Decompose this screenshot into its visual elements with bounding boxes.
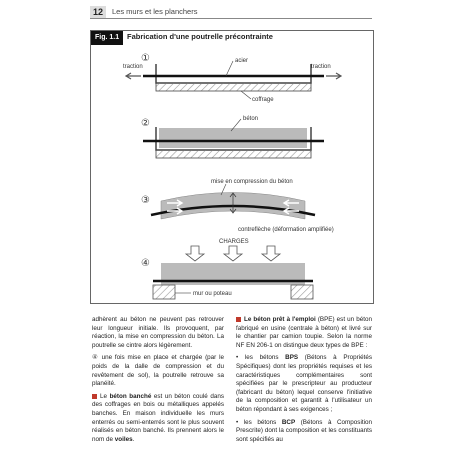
step-2-marker: ② [141, 118, 150, 129]
traction-left-arrow [126, 73, 141, 79]
load-arrow-1 [186, 246, 204, 261]
chapter-title: Les murs et les planchers [112, 7, 198, 16]
prestressed-beam-diagram [91, 31, 373, 303]
support-left [153, 285, 175, 299]
figure-box [90, 30, 374, 304]
compression-label: mise en compression du béton [211, 179, 293, 185]
term-beton-banche: béton banché [109, 392, 152, 400]
left-paragraph-3: Le béton banché est un béton coulé dans des coffrages en bois ou métalliques appelés banches. En maison individuelle les murs enterrés ou semi-enterrés sont le plus souvent réalisés en béton banché. Ils prennent alors le nom de voiles. [92, 392, 224, 443]
charges-label: CHARGES [219, 239, 249, 245]
formwork-base-hatch-1 [156, 83, 311, 91]
step-3-marker: ③ [141, 195, 150, 206]
mur-ou-poteau-label: mur ou poteau [193, 291, 232, 297]
contrefleche-label: contreflèche (déformation amplifiée) [238, 227, 334, 233]
beton-label: béton [243, 116, 259, 122]
red-square-icon [92, 394, 97, 399]
traction-right-label: traction [311, 64, 331, 70]
traction-left-label: traction [123, 64, 143, 70]
load-arrow-3 [262, 246, 280, 261]
left-paragraph-2: ④ une fois mise en place et chargée (par le poids de la dalle de compression et du revêtement de sol), la poutrelle retrouve sa planéité. [92, 354, 224, 388]
right-bullet-bps: • les bétons BPS (Bétons à Propriétés Spécifiques) dont les propriétés requises et les caractéristiques complémentaires sont spécifiées par le prescripteur au producteur (fabricant du béton) lequel conserve l'initiative de la composition et garantit à l'utilisateur un béton répondant à ses exigences ; [236, 354, 373, 413]
term-bcp: BCP [281, 418, 296, 426]
page-number: 12 [90, 6, 106, 18]
left-paragraph-1: adhèrent au béton ne peuvent pas retrouver leur longueur initiale. Ils provoquent, par réaction, la mise en compression du béton. La poutrelle se cintre alors légèrement. [92, 316, 224, 349]
concrete-fill-2 [159, 128, 307, 148]
left-column [92, 316, 224, 448]
page-header [90, 6, 372, 19]
term-bpe: Le béton prêt à l'emploi [244, 316, 316, 323]
step-4-marker: ④ [141, 258, 150, 269]
coffrage-label: coffrage [252, 97, 274, 103]
right-bullet-bcp: • les bétons BCP (Bétons à Composition Prescrite) dont la composition et les constituants sont spécifiés au [236, 418, 373, 443]
traction-right-arrow [326, 73, 341, 79]
right-column [236, 316, 372, 448]
red-square-icon [236, 317, 241, 322]
acier-leader [226, 61, 233, 76]
coffrage-leader [241, 91, 251, 99]
right-paragraph-1: Le béton prêt à l'emploi (BPE) est un béton fabriqué en usine (centrale à béton) et livré sur le chantier par camion toupie. Selon la norme NF EN 206-1 on distingue deux types de BPE : [236, 316, 372, 349]
acier-label: acier [235, 58, 249, 64]
term-voiles: voiles [114, 435, 133, 443]
load-arrow-2 [224, 246, 242, 261]
formwork-1 [156, 64, 311, 83]
figure-title: Fabrication d'une poutrelle précontrainte [127, 32, 273, 41]
term-bps: BPS [285, 354, 299, 362]
formwork-base-hatch-2 [156, 150, 311, 158]
step-1-marker: ① [141, 53, 150, 64]
support-right [291, 285, 313, 299]
figure-label: Fig. 1.1 [91, 31, 123, 45]
